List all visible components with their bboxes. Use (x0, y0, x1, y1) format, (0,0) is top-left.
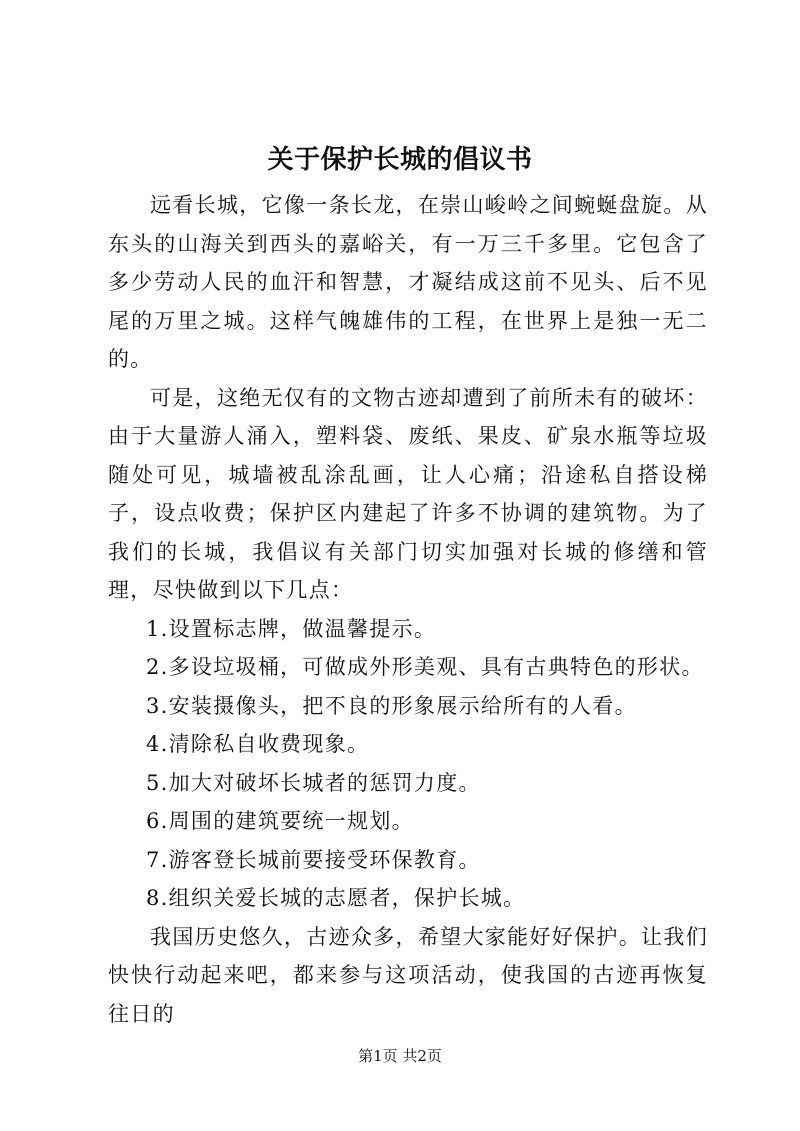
closing-paragraph: 我国历史悠久，古迹众多，希望大家能好好保护。让我们快快行动起来吧，都来参与这项活动，使我国的古迹再恢复往日的 (108, 924, 708, 1026)
document-title: 关于保护长城的倡议书 (267, 145, 533, 175)
list-item: 6.周围的建筑要统一规划。 (146, 809, 414, 833)
document-body (108, 186, 708, 1033)
list-item: 1.设置标志牌，做温馨提示。 (146, 616, 437, 641)
list-item: 7.游客登长城前要接受环保教育。 (146, 847, 481, 872)
paragraph: 远看长城，它像一条长龙，在崇山峻岭之间蜿蜒盘旋。从东头的山海关到西头的嘉峪关，有一万三千多里。它包含了多少劳动人民的血汗和智慧，才凝结成这前不见头、后不见尾的万里之城。这样气魄雄伟的工程，在世界上是独一无二的。 (108, 193, 708, 371)
list-item: 4.清除私自收费现象。 (146, 732, 370, 756)
paragraph: 可是，这绝无仅有的文物古迹却遭到了前所未有的破坏：由于大量游人涌入，塑料袋、废纸、果皮、矿泉水瓶等垃圾随处可见，城墙被乱涂乱画，让人心痛；沿途私自搭设梯子，设点收费；保护区内建起了许多不协调的建筑物。为了我们的长城，我倡议有关部门切实加强对长城的修缮和管理，尽快做到以下几点： (108, 385, 708, 602)
list-item: 8.组织关爱长城的志愿者，保护长城。 (146, 886, 526, 910)
list-item: 5.加大对破坏长城者的惩罚力度。 (146, 770, 481, 795)
page-footer: 第1页 共2页 (358, 1047, 442, 1065)
list-item: 3.安装摄像头，把不良的形象展示给所有的人看。 (146, 693, 637, 718)
list-item: 2.多设垃圾桶，可做成外形美观、具有古典特色的形状。 (146, 655, 704, 679)
